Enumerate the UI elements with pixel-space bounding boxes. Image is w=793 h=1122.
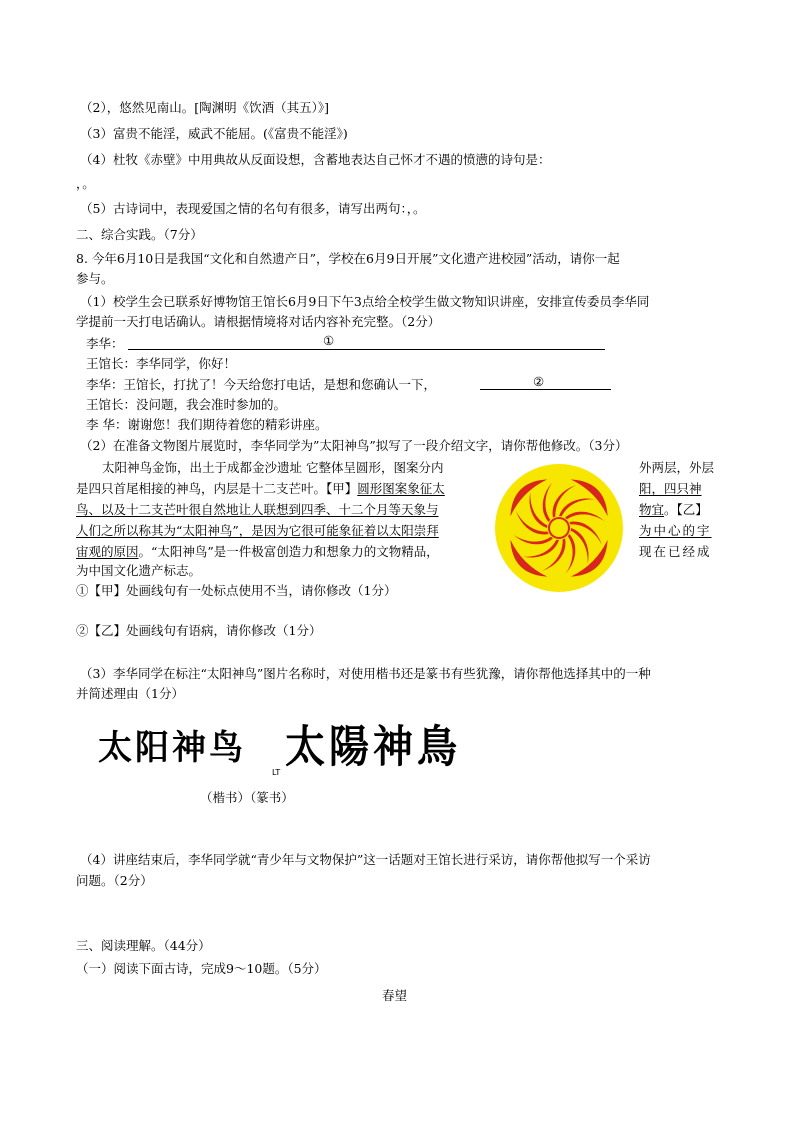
section-3-heading: 三、阅读理解。（44分） bbox=[76, 938, 211, 953]
passage-line-2-left bbox=[76, 481, 445, 497]
sub-question-1-line-2: 学提前一天打电话确认。请根据情境将对话内容补充完整。（2分） bbox=[76, 314, 441, 329]
passage-line-3-right bbox=[639, 502, 708, 518]
poem-title: 春望 bbox=[382, 988, 408, 1003]
passage-line-4-right: 为中心的宇 bbox=[639, 523, 712, 538]
passage-line-4-left: 人们之所以称其为“太阳神鸟”，是因为它很可能象征着以太阳崇拜 bbox=[76, 523, 439, 538]
passage-line-5-right: 现在已经成 bbox=[639, 544, 712, 559]
question-yi: ②【乙】处画线句有语病，请你修改（1分） bbox=[76, 623, 322, 638]
lt-mark: LT bbox=[272, 768, 281, 777]
sub-question-4-line-1: （4）讲座结束后，李华同学就“青少年与文物保护”这一话题对王馆长进行采访，请你帮他拟写一个采访 bbox=[80, 852, 651, 867]
sub-question-3-line-2: 并简述理由（1分） bbox=[76, 686, 184, 701]
dialog-lihua-1: 李华： bbox=[86, 336, 124, 351]
fill-line-4: （4）杜牧《赤壁》中用典故从反面设想，含蓄地表达自己怀才不遇的愤懑的诗句是： bbox=[80, 152, 551, 167]
dialog-lihua-2: 李华：王馆长，打扰了！今天给您打电话，是想和您确认一下， bbox=[86, 377, 437, 392]
passage-line-5-left bbox=[76, 544, 439, 560]
fill-line-3: （3）富贵不能淫，威武不能屈。(《富贵不能淫》) bbox=[80, 126, 348, 141]
sub-question-3-line-1: （3）李华同学在标注“太阳神鸟”图片名称时，对使用楷书还是篆书有些犹豫，请你帮他选择其中的一种 bbox=[80, 666, 651, 681]
fill-line-2: （2），悠然见南山。[陶渊明《饮酒（其五）》] bbox=[80, 100, 329, 115]
calligraphy-caption: （楷书）（篆书） bbox=[200, 790, 294, 805]
sub-question-1-line-1: （1）校学生会已联系好博物馆王馆长6月9日下午3点给全校学生做文物知识讲座，安排宣传委员李华同 bbox=[80, 294, 650, 309]
question-8-line-1: 8. 今年6月10日是我国“文化和自然遗产日”，学校在6月9日开展”文化遗产进校园”活动，请你一起 bbox=[76, 251, 620, 266]
fill-line-5: （5）古诗词中，表现爱国之情的名句有很多，请写出两句：，。 bbox=[80, 201, 426, 216]
sub-question-2: （2）在准备文物图片展览时，李华同学为”太阳神鸟”拟写了一段介绍文字，请你帮他修改。（3分） bbox=[80, 438, 628, 453]
answer-blank-2[interactable] bbox=[480, 389, 611, 390]
sun-center bbox=[550, 519, 568, 537]
passage-text: 。【乙】 bbox=[664, 502, 708, 517]
kaishu-title: 太阳神鸟 bbox=[98, 728, 246, 768]
dialog-curator-1: 王馆长：李华同学，你好！ bbox=[86, 356, 237, 371]
zhuanshu-title: 太陽神鳥 bbox=[285, 720, 461, 773]
sub-question-4-line-2: 问题。（2分） bbox=[76, 873, 153, 888]
section-2-heading: 二、综合实践。（7分） bbox=[76, 227, 203, 242]
underlined-end-jia: 物宜 bbox=[639, 502, 665, 517]
passage-text: 是四只首尾相接的神鸟，内层是十二支芒叶。【甲】 bbox=[76, 481, 358, 496]
sun-bird-image bbox=[493, 462, 625, 594]
passage-line-6: 为中国文化遗产标志。 bbox=[76, 563, 202, 578]
dialog-curator-2: 王馆长：没问题，我会准时参加的。 bbox=[86, 397, 287, 412]
passage-line-1-right: 外两层，外层 bbox=[639, 460, 715, 475]
subsection-1-heading: （一）阅读下面古诗，完成9～10题。（5分） bbox=[76, 961, 327, 976]
question-jia: ①【甲】处画线句有一处标点使用不当，请你修改（1分） bbox=[76, 583, 397, 598]
underlined-end-yi: 宙观的原因 bbox=[76, 544, 139, 559]
underlined-sentence-jia: 圆形图案象征太 bbox=[357, 481, 445, 496]
dialog-lihua-3: 李 华：谢谢您！我们期待着您的精彩讲座。 bbox=[86, 417, 328, 432]
fill-line-4-answer: ，。 bbox=[76, 176, 95, 191]
blank-marker-2: ② bbox=[533, 374, 545, 389]
question-8-line-2: 参与。 bbox=[76, 271, 114, 286]
blank-marker-1: ① bbox=[323, 333, 335, 348]
passage-line-1-left: 太阳神鸟金饰，出土于成都金沙遗址 它整体呈圆形，图案分内 bbox=[102, 460, 444, 475]
passage-line-3-left: 鸟、以及十二支芒叶很自然地让人联想到四季、十二个月等天象与 bbox=[76, 502, 439, 517]
answer-blank-1[interactable] bbox=[128, 349, 605, 350]
passage-text: 。“太阳神鸟”是一件极富创造力和想象力的文物精品， bbox=[138, 544, 439, 559]
passage-line-2-right: 阳，四只神 bbox=[639, 481, 702, 496]
